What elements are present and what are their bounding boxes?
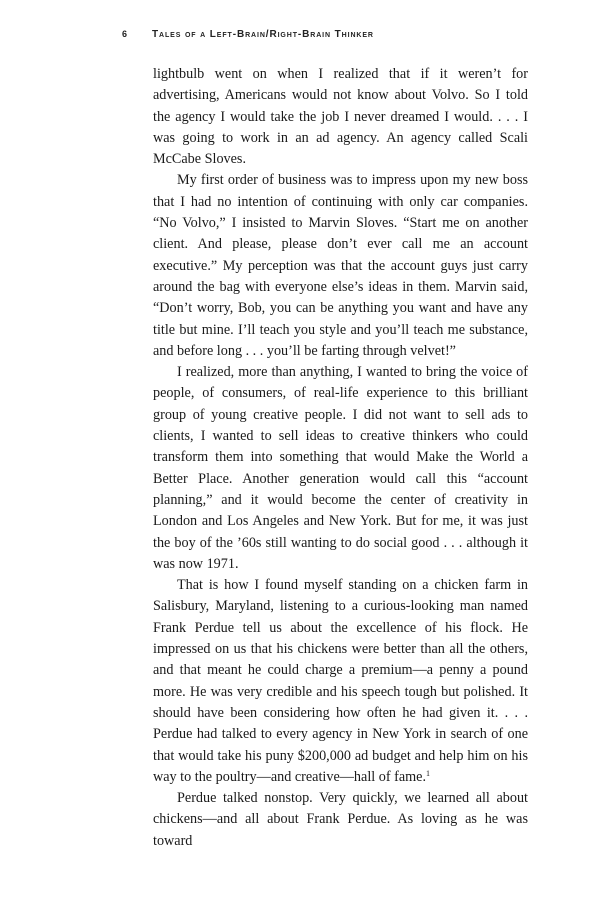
paragraph-account-planning: I realized, more than anything, I wanted to bring the voice of people, of consumers, of real-life experience to this brilliant group of young creative people. I did not want to sell ads to clients, I wanted to sell ideas to creative thinkers who could transform them into something that would Make the World a Better Place. Another generation would call this “account planning,” and it would become the center of creativity in London and Los Angeles and New York. But for me, it was just the boy of the ’60s still wanting to do social good . . . although it was now 1971. <box>153 364 528 572</box>
page-number: 6 <box>122 29 128 39</box>
running-head <box>122 29 542 43</box>
running-title: Tales of a Left-Brain/Right-Brain Thinker <box>152 29 374 40</box>
paragraph-perdue-talked: Perdue talked nonstop. Very quickly, we learned all about chickens—and all about Frank Perdue. As loving as he was toward <box>153 790 528 849</box>
body-text <box>153 64 528 852</box>
paragraph-chicken-farm <box>153 575 528 788</box>
paragraph-continuation: lightbulb went on when I realized that if it weren’t for advertising, Americans would not know about Volvo. So I told the agency I would take the job I never dreamed I would. . . . I was going to work in an ad agency. An agency called Scali McCabe Sloves. <box>153 66 528 168</box>
paragraph-chicken-farm-text: That is how I found myself standing on a chicken farm in Salisbury, Maryland, listening to a curious-looking man named Frank Perdue tell us about the excellence of his flock. He impressed on us that his chickens were better than all the others, and that meant he could charge a premium—a penny a pound more. He was very credible and his speech tough but polished. It should have been considering how often he had given it. . . . Perdue had talked to every agency in New York in search of one that would take his puny $200,000 ad budget and help him on his way to the poultry—and creative—hall of fame. <box>153 577 528 785</box>
paragraph-first-business: My first order of business was to impress upon my new boss that I had no intention of continuing with only car companies. “No Volvo,” I insisted to Marvin Sloves. “Start me on another client. And please, please don’t ever call me an account executive.” My perception was that the account guys just carry around the bag with everyone else’s ideas in them. Marvin said, “Don’t worry, Bob, you can be anything you want and have any title but mine. I’ll teach you style and you’ll teach me substance, and before long . . . you’ll be farting through velvet!” <box>153 172 528 359</box>
footnote-reference: 1 <box>426 768 431 778</box>
